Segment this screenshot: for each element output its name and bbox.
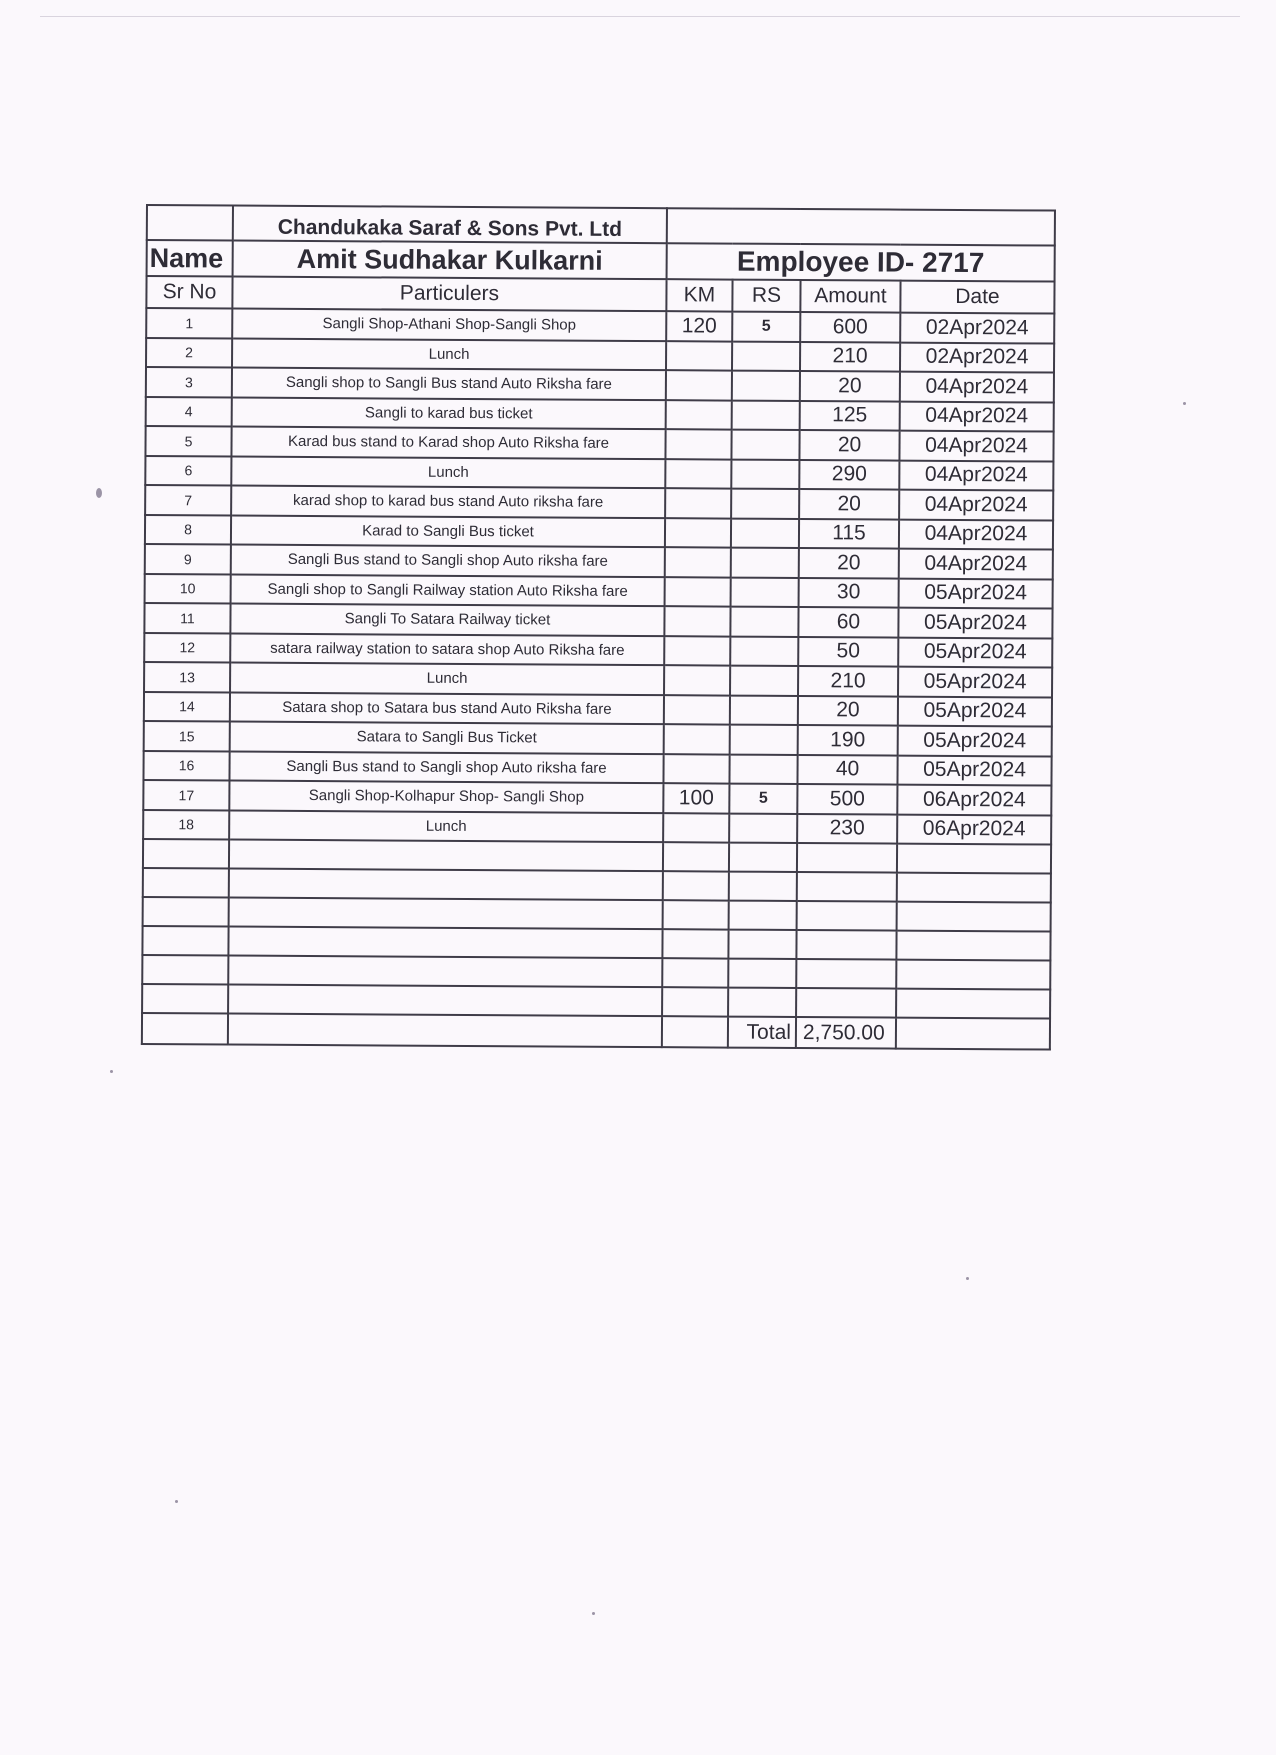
cell-rs <box>730 725 798 755</box>
empty-cell <box>142 955 228 985</box>
cell-km <box>665 518 731 548</box>
cell-date: 05Apr2024 <box>898 696 1052 726</box>
cell-particulars: Sangli To Satara Railway ticket <box>230 604 664 636</box>
cell-particulars: Sangli shop to Sangli Bus stand Auto Riksha fare <box>232 368 666 400</box>
cell-particulars: Lunch <box>231 456 665 488</box>
cell-date: 06Apr2024 <box>897 785 1051 815</box>
cell-amount: 60 <box>798 607 898 637</box>
cell-sr-no: 3 <box>146 367 232 397</box>
cell-rs <box>730 695 798 725</box>
empty-cell <box>143 839 229 869</box>
cell-date: 04Apr2024 <box>899 490 1053 520</box>
cell-rs <box>731 577 799 607</box>
empty-cell <box>662 929 728 958</box>
total-row <box>142 1013 1050 1050</box>
header-date: Date <box>900 281 1054 314</box>
cell-particulars: satara railway station to satara shop Auto Riksha fare <box>230 633 664 665</box>
cell-amount: 20 <box>798 695 898 725</box>
cell-amount: 230 <box>797 813 897 843</box>
cell-amount: 50 <box>798 636 898 666</box>
empty-cell <box>663 900 729 929</box>
cell-date: 05Apr2024 <box>899 578 1053 608</box>
cell-amount: 210 <box>798 666 898 696</box>
empty-cell <box>663 871 729 900</box>
cell-amount: 125 <box>800 400 900 430</box>
cell-date: 05Apr2024 <box>898 667 1052 697</box>
empty-cell <box>896 960 1050 990</box>
cell-particulars: Sangli Shop-Athani Shop-Sangli Shop <box>232 309 666 341</box>
empty-cell <box>797 843 897 873</box>
empty-cell <box>228 956 662 988</box>
empty-cell <box>142 984 228 1014</box>
empty-cell <box>228 985 662 1017</box>
cell-particulars: Satara shop to Satara bus stand Auto Riksha fare <box>230 692 664 724</box>
cell-amount: 30 <box>799 577 899 607</box>
cell-km <box>664 665 730 695</box>
empty-cell <box>797 872 897 902</box>
cell-sr-no: 2 <box>146 338 232 368</box>
expense-sheet <box>141 204 1056 1051</box>
cell-particulars: Sangli Shop-Kolhapur Shop- Sangli Shop <box>229 781 663 813</box>
header-particulars: Particulers <box>232 277 666 312</box>
header-rs: RS <box>732 280 800 312</box>
cell-date: 04Apr2024 <box>899 519 1053 549</box>
empty-cell <box>896 931 1050 961</box>
header-amount: Amount <box>800 280 900 313</box>
cell-km <box>663 754 729 784</box>
empty-cell <box>796 988 896 1018</box>
employee-id: Employee ID- 2717 <box>667 243 1055 281</box>
cell-sr-no: 11 <box>144 603 230 633</box>
cell-km <box>664 636 730 666</box>
cell-km <box>665 577 731 607</box>
cell-particulars: Sangli Bus stand to Sangli shop Auto riksha fare <box>231 545 665 577</box>
empty-cell <box>142 1013 228 1045</box>
empty-cell <box>728 959 796 988</box>
cell-sr-no: 17 <box>143 780 229 810</box>
expense-table <box>141 204 1056 1051</box>
cell-particulars: Karad bus stand to Karad shop Auto Riksha fare <box>231 427 665 459</box>
scan-speck <box>966 1277 969 1280</box>
empty-cell <box>897 902 1051 932</box>
cell-amount: 190 <box>798 725 898 755</box>
cell-sr-no: 4 <box>146 397 232 427</box>
cell-date: 02Apr2024 <box>900 342 1054 372</box>
cell-rs <box>732 341 800 371</box>
cell-particulars: Satara to Sangli Bus Ticket <box>230 722 664 754</box>
cell-km <box>664 695 730 725</box>
scan-speck <box>110 1070 113 1073</box>
cell-amount: 115 <box>799 518 899 548</box>
scan-speck <box>175 1500 178 1503</box>
cell-sr-no: 6 <box>145 456 231 486</box>
cell-sr-no: 9 <box>145 544 231 574</box>
cell-sr-no: 5 <box>145 426 231 456</box>
empty-cell <box>729 843 797 872</box>
empty-cell <box>662 958 728 987</box>
cell-date: 02Apr2024 <box>900 313 1054 343</box>
scan-speck <box>592 1612 595 1615</box>
empty-cell <box>142 926 228 956</box>
cell-rs <box>730 666 798 696</box>
cell-date: 05Apr2024 <box>898 726 1052 756</box>
empty-cell <box>663 842 729 871</box>
header-km: KM <box>666 279 732 311</box>
cell-date: 05Apr2024 <box>897 755 1051 785</box>
empty-cell <box>143 868 229 898</box>
cell-particulars: Lunch <box>232 338 666 370</box>
cell-amount: 20 <box>800 371 900 401</box>
empty-cell <box>228 1014 662 1048</box>
cell-rs <box>729 813 797 843</box>
cell-amount: 40 <box>797 754 897 784</box>
cell-rs <box>731 518 799 548</box>
cell-amount: 20 <box>799 430 899 460</box>
empty-cell <box>896 1018 1050 1050</box>
cell-rs <box>732 371 800 401</box>
cell-rs <box>731 489 799 519</box>
cell-rs <box>731 430 799 460</box>
empty-cell <box>897 873 1051 903</box>
cell-rs <box>730 636 798 666</box>
cell-sr-no: 10 <box>145 573 231 603</box>
cell-amount: 20 <box>799 489 899 519</box>
cell-amount: 210 <box>800 341 900 371</box>
name-row <box>147 240 1055 282</box>
employee-name: Amit Sudhakar Kulkarni <box>233 241 667 280</box>
cell-km <box>665 547 731 577</box>
cell-amount: 600 <box>800 312 900 342</box>
scan-speck <box>1183 402 1186 405</box>
cell-date: 06Apr2024 <box>897 814 1051 844</box>
cell-km <box>663 813 729 843</box>
scan-speck <box>96 488 102 498</box>
empty-cell <box>143 897 229 927</box>
empty-cell <box>728 988 796 1017</box>
cell-km <box>664 606 730 636</box>
cell-rs: 5 <box>732 312 800 342</box>
empty-cell <box>729 872 797 901</box>
cell-rs <box>731 459 799 489</box>
cell-sr-no: 14 <box>144 691 230 721</box>
cell-sr-no: 12 <box>144 632 230 662</box>
empty-cell <box>728 930 796 959</box>
empty-cell <box>662 987 728 1016</box>
empty-cell <box>229 840 663 872</box>
empty-cell <box>897 844 1051 874</box>
cell-sr-no: 7 <box>145 485 231 515</box>
empty-cell <box>797 901 897 931</box>
cell-rs <box>730 607 798 637</box>
empty-cell <box>796 959 896 989</box>
cell-sr-no: 16 <box>143 750 229 780</box>
blank-cell <box>147 205 233 241</box>
cell-km <box>666 400 732 430</box>
cell-km: 100 <box>663 783 729 813</box>
cell-date: 04Apr2024 <box>900 401 1054 431</box>
cell-date: 04Apr2024 <box>900 372 1054 402</box>
cell-rs: 5 <box>729 784 797 814</box>
page-edge <box>40 16 1240 17</box>
cell-date: 04Apr2024 <box>899 549 1053 579</box>
cell-particulars: Karad to Sangli Bus ticket <box>231 515 665 547</box>
cell-km: 120 <box>666 311 732 341</box>
cell-amount: 20 <box>799 548 899 578</box>
cell-particulars: Lunch <box>230 663 664 695</box>
cell-sr-no: 15 <box>144 721 230 751</box>
cell-km <box>665 459 731 489</box>
empty-cell <box>729 901 797 930</box>
cell-particulars: Sangli Bus stand to Sangli shop Auto riksha fare <box>229 751 663 783</box>
cell-km <box>664 724 730 754</box>
company-row <box>147 205 1055 246</box>
cell-sr-no: 18 <box>143 809 229 839</box>
cell-km <box>666 370 732 400</box>
name-label: Name <box>147 240 233 277</box>
empty-cell <box>896 989 1050 1019</box>
company-name: Chandukaka Saraf & Sons Pvt. Ltd <box>233 206 667 244</box>
empty-cell <box>229 869 663 901</box>
cell-sr-no: 1 <box>146 308 232 338</box>
empty-cell <box>796 930 896 960</box>
cell-date: 04Apr2024 <box>899 431 1053 461</box>
cell-date: 05Apr2024 <box>898 637 1052 667</box>
cell-date: 05Apr2024 <box>898 608 1052 638</box>
cell-particulars: karad shop to karad bus stand Auto riksha fare <box>231 486 665 518</box>
cell-km <box>665 488 731 518</box>
cell-sr-no: 13 <box>144 662 230 692</box>
cell-km <box>665 429 731 459</box>
cell-date: 04Apr2024 <box>899 460 1053 490</box>
empty-cell <box>229 898 663 930</box>
cell-km <box>666 341 732 371</box>
blank-cell <box>667 208 1055 245</box>
empty-cell <box>662 1016 728 1047</box>
total-label: Total <box>728 1017 796 1048</box>
empty-cell <box>228 927 662 959</box>
cell-sr-no: 8 <box>145 515 231 545</box>
cell-particulars: Lunch <box>229 810 663 842</box>
cell-rs <box>731 548 799 578</box>
total-value: 2,750.00 <box>796 1017 896 1049</box>
cell-amount: 290 <box>799 459 899 489</box>
cell-rs <box>729 754 797 784</box>
cell-particulars: Sangli shop to Sangli Railway station Auto Riksha fare <box>231 574 665 606</box>
cell-particulars: Sangli to karad bus ticket <box>232 397 666 429</box>
cell-rs <box>732 400 800 430</box>
cell-amount: 500 <box>797 784 897 814</box>
header-sr-no: Sr No <box>146 276 232 309</box>
